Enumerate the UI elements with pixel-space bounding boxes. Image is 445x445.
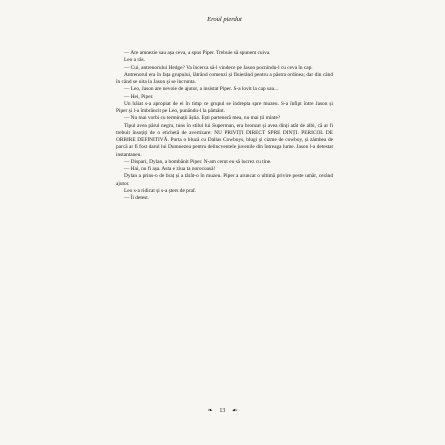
paragraph: — Îi detest.: [124, 195, 150, 201]
paragraph: — Hai, nu fi așa. Asta e ziua ta norocoasă!: [124, 166, 216, 172]
fleuron-right-icon: ☙: [231, 408, 238, 414]
paragraph: — Are amnezie sau așa ceva, a spus Piper. Trebuie să spunem cuiva.: [124, 50, 271, 56]
paragraph: Dylan a prins-o de braț și a târât-o în muzeu. Piper a aruncat o ultimă privire peste umăr, cerând ajutor.: [116, 173, 333, 187]
page-footer: [0, 407, 445, 415]
paragraph: Leo s-a ridicat și s-a șters de praf.: [124, 187, 197, 194]
body-text: [116, 50, 333, 202]
paragraph: — Dispari, Dylan, a bombănit Piper. N-am cerut eu să lucrez cu tine.: [124, 158, 272, 165]
paragraph: Un băiat s-a apropiat de ei în timp ce grupul se îndrepta spre muzeu. S-a înfipt între Jason și Piper și l-a îmbrâncit pe Leo, punându-l la pământ.: [116, 100, 333, 114]
paragraph: — Leo, Jason are nevoie de ajutor, a insistat Piper. S-a lovit la cap sau...: [124, 86, 279, 93]
fleuron-left-icon: ❧: [207, 408, 213, 414]
paragraph: — Nu mai vorbi cu terminații ăștia. Ești parteneră mea, nu mai ții minte?: [124, 115, 281, 122]
paragraph: — Cui, antrenorului Hedge? Va încerca să-l vindece pe Jason pocnindu-l cu ceva în cap.: [124, 64, 313, 71]
paragraph: — Hei, Piper.: [124, 93, 154, 100]
paragraph: Tipul avea părul negru, tuns în stilul lui Superman, era bronzat și avea dinți atât de albi, că ar fi trebuit însoțiți de o etichetă de avertizare: NU PRIVIȚI DIRECT SPRE DINȚI. PERICOL DE ORBIRE DEFINITIVĂ. Purta o bluză cu Dallas Cowboys, blugi și cizme de cowboy, și zâmbea de parcă ar fi fost darul lui Dumnezeu pentru delincventele juvenile din întreaga lume. Jason l-a detestat instantaneu.: [116, 122, 333, 158]
paragraph: Antrenorul era în fața grupului, lătrând comenzi și fluierând pentru a păstra ordinea; dar din când în când se uita la Jason și se încrunta.: [116, 71, 333, 85]
running-head: Eroul pierdut: [207, 16, 242, 23]
page-number: 13: [219, 408, 226, 414]
paragraph: Leo a râs.: [124, 57, 145, 64]
